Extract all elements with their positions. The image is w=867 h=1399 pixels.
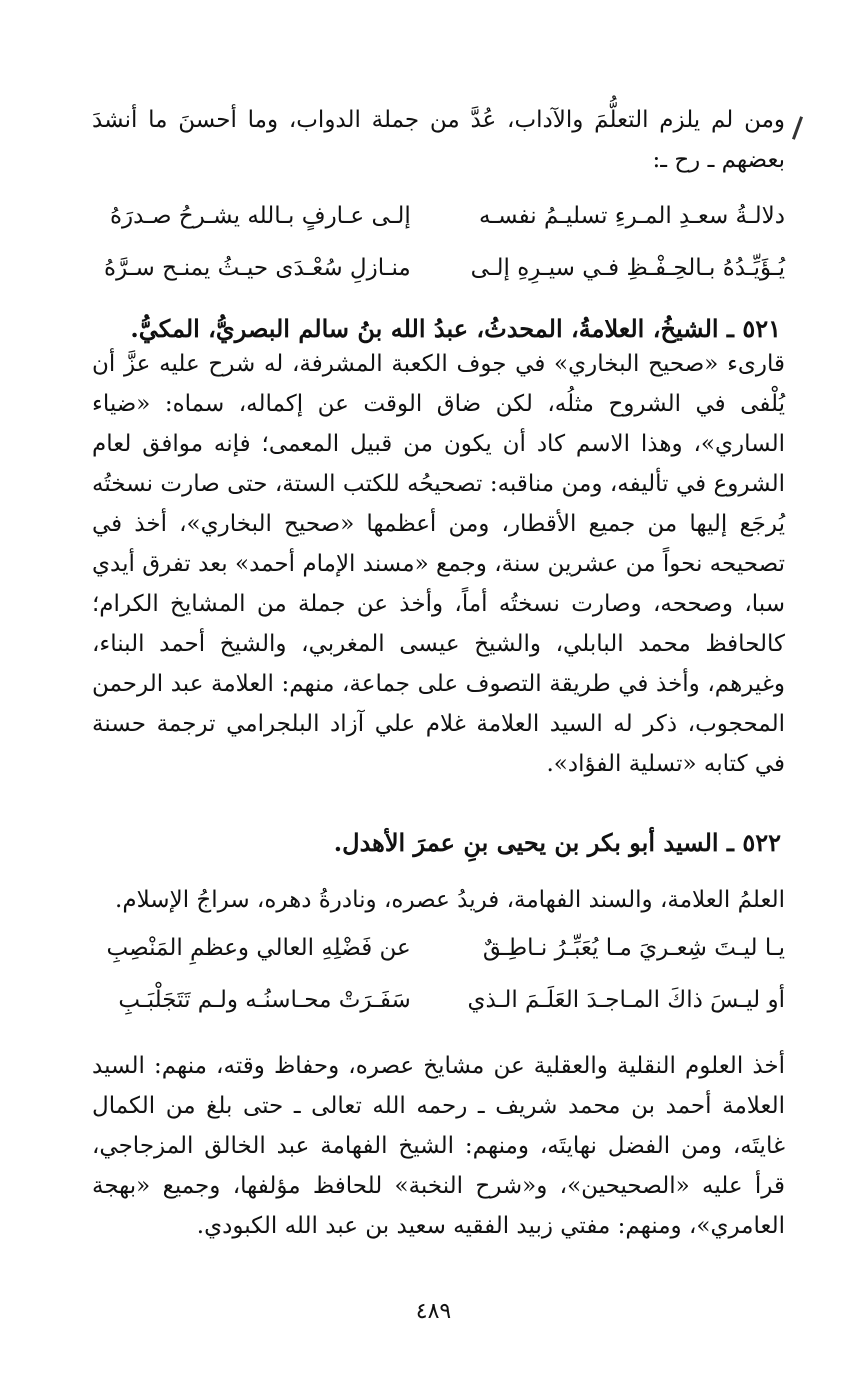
- entry-521-title: ٥٢١ ـ الشيخُ، العلامةُ، المحدثُ، عبدُ الله بنُ سالم البصريُّ، المكيُّ.: [130, 314, 781, 343]
- intro-paragraph: ومن لم يلزم التعلُّمَ والآداب، عُدَّ من جملة الدواب، وما أحسنَ ما أنشدَ بعضهم ـ رح ـ:: [92, 107, 785, 173]
- verse-line: [92, 196, 785, 236]
- verse-first-hemistich: دلالـةُ سعـدِ المـرءِ تسليـمُ نفسـه: [479, 203, 785, 229]
- entry-522-title: ٥٢٢ ـ السيد أبو بكر بن يحيى بنِ عمرَ الأهدل.: [333, 828, 781, 857]
- verse-first-hemistich: يُـؤَيِّـدُهُ بـالحِـفْـظِ فـي سيـرِهِ إلـى: [470, 255, 785, 281]
- entry-521-body: قارىء «صحيح البخاري» في جوف الكعبة المشرفة، له شرح عليه عزَّ أن يُلْفى في الشروح مثلُه، لكن ضاق الوقت عن إكماله، سماه: «ضياء الساري»، وهذا الاسم كاد أن يكون من قبيل المعمى؛ فإنه موافق لعام الشروع في تأليفه، ومن مناقبه: تصحيحُه للكتب الستة، حتى صارت نسختُه يُرجَع إليها من جميع الأقطار، ومن أعظمها «صحيح البخاري»، أخذ في تصحيحه نحواً من عشرين سنة، وجمع «مسند الإمام أحمد» بعد تفرق أيدي سبا، وصححه، وصارت نسختُه أماً، وأخذ عن جملة من المشايخ الكرام؛ كالحافظ محمد البابلي، والشيخ عيسى المغربي، والشيخ أحمد البناء، وغيرهم، وأخذ في طريقة التصوف على جماعة، منهم: العلامة عبد الرحمن المحجوب، ذكر له السيد العلامة غلام علي آزاد البلجرامي ترجمة حسنة في كتابه «تسلية الفؤاد».: [92, 351, 785, 777]
- entry-522-body: أخذ العلوم النقلية والعقلية عن مشايخ عصره، وحفاظ وقته، منهم: السيد العلامة أحمد بن محمد شريف ـ رحمه الله تعالى ـ حتى بلغ من الكمال غايتَه، ومن الفضل نهايتَه، ومنهم: الشيخ الفهامة عبد الخالق المزجاجي، قرأ عليه «الصحيحين»، و«شرح النخبة» للحافظ مؤلفها، وجميع «بهجة العامري»، ومنهم: مفتي زبيد الفقيه سعيد بن عبد الله الكبودي.: [92, 1053, 785, 1239]
- verse-second-hemistich: عن فَضْلِهِ العالي وعظمِ المَنْصِبِ: [106, 935, 411, 961]
- verse-first-hemistich: أو ليـسَ ذاكَ المـاجـدَ العَلَـمَ الـذي: [467, 987, 785, 1013]
- entry-522-intro: العلمُ العلامة، والسند الفهامة، فريدُ عصره، ونادرةُ دهره، سراجُ الإسلام.: [115, 887, 785, 913]
- verse-line: [92, 980, 785, 1020]
- page-number: ٤٨٩: [415, 1299, 452, 1324]
- verse-second-hemistich: منـازلِ سُعْـدَى حيـثُ يمنـح سـرَّهُ: [104, 255, 411, 281]
- verse-first-hemistich: يـا ليـتَ شِعـريَ مـا يُعَبِّـرُ نـاطِـقٌ: [482, 935, 785, 961]
- verse-line: [92, 928, 785, 968]
- verse-second-hemistich: سَفَـرَتْ محـاسنُـه ولـم تَتَجَلْبَـبِ: [118, 987, 411, 1013]
- verse-second-hemistich: إلـى عـارفٍ بـالله يشـرحُ صـدرَهُ: [110, 203, 411, 229]
- margin-mark: [792, 116, 803, 140]
- verse-line: [92, 248, 785, 288]
